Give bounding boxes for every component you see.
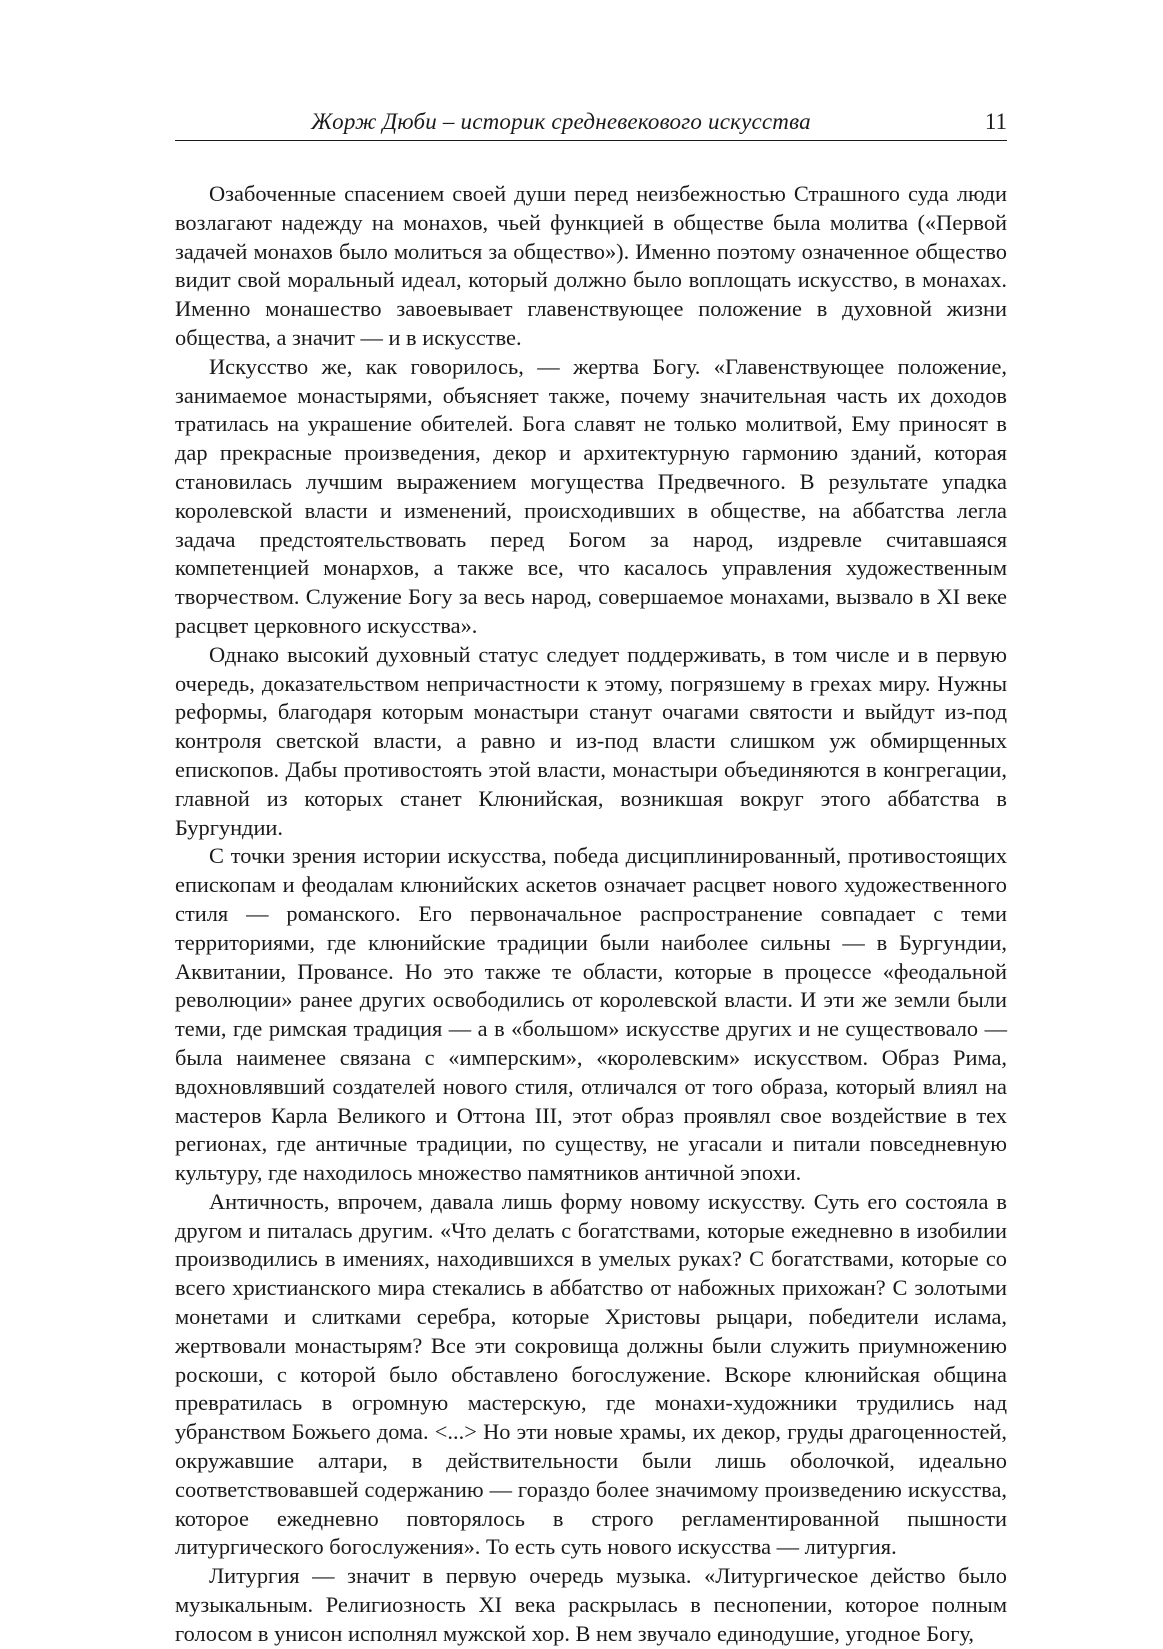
paragraph: Однако высокий духовный статус следует поддерживать, в том числе и в первую очередь, доказательством непричастности к этому, погрязшему в грехах миру. Нужны реформы, благодаря которым монастыри станут очагами святости и выйдут из-под контроля светской власти, а равно и из-под власти слишком уж обмирщенных епископов. Дабы противостоять этой власти, монастыри объединяются в конгрегации, главной из которых станет Клюнийская, возникшая вокруг этого аббатства в Бургундии.	[175, 641, 1007, 840]
header-rule	[175, 140, 1007, 141]
paragraph: Литургия — значит в первую очередь музыка. «Литургическое действо было музыкальным. Религиозность XI века раскрылась в песнопении, которое полным голосом в унисон исполнял мужской хор. В нем звучало единодушие, угодное Богу,	[175, 1563, 1007, 1646]
running-title: Жорж Дюби – историк средневекового искусства	[311, 109, 811, 134]
page-number: 11	[984, 109, 1007, 134]
paragraph: Озабоченные спасением своей души перед неизбежностью Страшного суда люди возлагают надежду на монахов, чьей функцией в обществе была молитва («Первой задачей монахов было молиться за общество»). Именно поэтому означенное общество видит свой моральный идеал, который должно было воплощать искусство, в монахах. Именно монашество завоевывает главенствующее положение в духовной жизни общества, а значит — и в искусстве.	[175, 181, 1007, 350]
body-text	[175, 180, 1007, 1649]
running-head	[175, 107, 1007, 141]
paragraph: Искусство же, как говорилось, — жертва Богу. «Главенствующее положение, занимаемое монастырями, объясняет также, почему значительная часть их доходов тратилась на украшение обителей. Бога славят не только молитвой, Ему приносят в дар прекрасные произведения, декор и архитектурную гармонию зданий, которая становилась лучшим выражением могущества Предвечного. В результате упадка королевской власти и изменений, происходивших в обществе, на аббатства легла задача предстоятельствовать перед Богом за народ, издревле считавшаяся компетенцией монархов, а также все, что касалось управления художественным творчеством. Служение Богу за весь народ, совершаемое монахами, вызвало в XI веке расцвет церковного искусства».	[175, 353, 1007, 638]
paragraph: Античность, впрочем, давала лишь форму новому искусству. Суть его состояла в другом и питалась другим. «Что делать с богатствами, которые ежедневно в изобилии производились в имениях, находившихся в умелых руках? С богатствами, которые со всего христианского мира стекались в аббатство от набожных прихожан? С золотыми монетами и слитками серебра, которые Христовы рыцари, победители ислама, жертвовали монастырям? Все эти сокровища должны были служить приумножению роскоши, с которой было обставлено богослужение. Вскоре клюнийская община превратилась в огромную мастерскую, где монахи-художники трудились над убранством Божьего дома. <...> Но эти новые храмы, их декор, груды драгоценностей, окружавшие алтари, в действительности были лишь оболочкой, идеально соответствовавшей содержанию — гораздо более значимому произведению искусства, которое ежедневно повторялось в строго регламентированной пышности литургического богослужения». То есть суть нового искусства — литургия.	[175, 1188, 1007, 1560]
paragraph: С точки зрения истории искусства, победа дисциплинированный, противостоящих епископам и феодалам клюнийских аскетов означает расцвет нового художественного стиля — романского. Его первоначальное распространение совпадает с теми территориями, где клюнийские традиции были наиболее сильны — в Бургундии, Аквитании, Провансе. Но это также те области, которые в процессе «феодальной революции» ранее других освободились от королевской власти. И эти же земли были теми, где римская традиция — а в «большом» искусстве других и не существовало — была наименее связана с «имперским», «королевским» искусством. Образ Рима, вдохновлявший создателей нового стиля, отличался от того образа, который влиял на мастеров Карла Великого и Оттона III, этот образ проявлял свое воздействие в тех регионах, где античные традиции, по существу, не угасали и питали повседневную культуру, где находилось множество памятников античной эпохи.	[175, 843, 1007, 1186]
